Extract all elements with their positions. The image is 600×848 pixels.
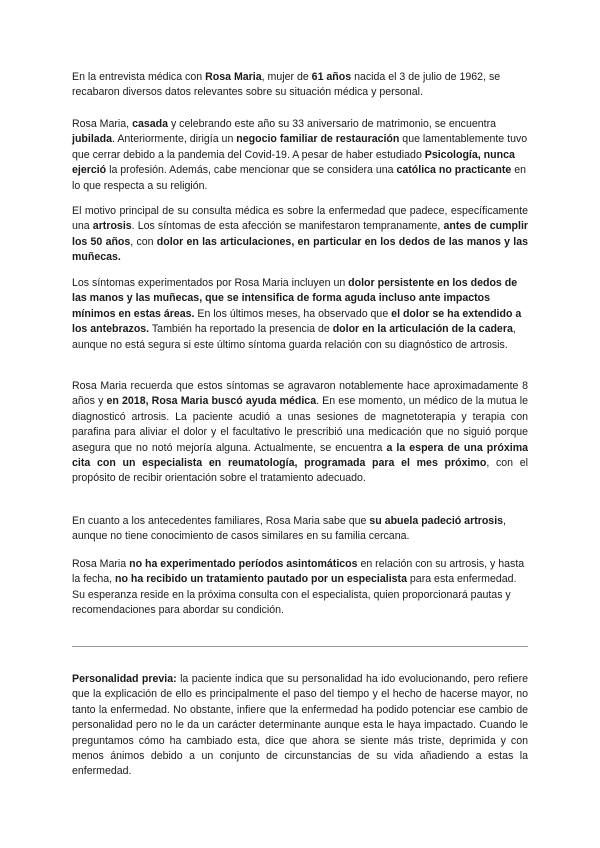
bold-text: artrosis — [92, 220, 132, 233]
text-run: Rosa Maria — [72, 558, 130, 570]
text-run: en lo que respecta a su religión. — [72, 164, 527, 192]
divider-line — [72, 646, 528, 647]
bold-text: no ha experimentado períodos asintomáticos — [129, 558, 358, 570]
text-run: y celebrando este año su 33 aniversario de matrimonio, se encuentra — [168, 118, 497, 130]
bold-text: Rosa Maria — [205, 71, 262, 83]
text-run: En los últimos meses, ha observado que — [194, 307, 392, 320]
paragraph-personal-situation — [72, 117, 528, 194]
text-run: Rosa Maria, — [72, 118, 133, 130]
text-run: En cuanto a los antecedentes familiares, Rosa Maria sabe que — [72, 515, 370, 527]
bold-text: dolor en las articulaciones, en particular en los dedos de las manos y las muñecas. — [72, 235, 528, 264]
bold-text: 61 años — [311, 71, 352, 83]
text-run: , mujer de — [261, 71, 312, 83]
text-run: , aunque no tiene conocimiento de casos similares en su familia cercana. — [72, 515, 506, 543]
text-run: . Los síntomas de esta afección se manifestaron tempranamente, — [131, 220, 444, 233]
text-run: nacida el 3 de julio de 1962, se recabaron diversos datos relevantes sobre su situación médica y personal. — [72, 71, 501, 99]
bold-text: antes de cumplir los 50 años — [72, 220, 529, 248]
paragraph-symptoms — [72, 276, 528, 353]
bold-text: dolor persistente en los dedos de las manos y las muñecas, que se intensifica de forma aguda incluso ante impactos mínimos en estas áreas. — [72, 277, 518, 320]
text-run: En la entrevista médica con — [72, 71, 206, 83]
paragraph-consultation-reason — [72, 204, 528, 266]
text-run: También ha reportado la presencia de — [149, 323, 333, 336]
text-run: que lamentablemente tuvo que cerrar debido a la pandemia del Covid-19. A pesar de haber estudiado — [72, 133, 528, 161]
paragraph-history — [72, 379, 528, 487]
bold-text: el dolor se ha extendido a los antebrazos. — [72, 307, 522, 336]
bold-text: Personalidad previa: — [72, 673, 177, 685]
text-run: El motivo principal de su consulta médica es sobre la enfermedad que padece, específicamente una — [72, 205, 528, 233]
bold-text: su abuela padeció artrosis — [369, 515, 504, 527]
bold-text: católica no practicante — [396, 164, 512, 177]
bold-text: jubilada — [72, 133, 113, 146]
text-run: , con — [130, 235, 157, 248]
bold-text: negocio familiar de restauración — [236, 133, 400, 146]
bold-text: a la espera de una próxima cita con un especialista en reumatología, programada para el mes próximo — [72, 441, 529, 470]
paragraph-family-history — [72, 514, 528, 545]
bold-text: casada — [132, 118, 168, 130]
paragraph-previous-personality — [72, 672, 528, 780]
paragraph-intro — [72, 70, 528, 101]
text-run: en relación con su artrosis, y hasta la fecha, — [72, 558, 525, 586]
text-run: Los síntomas experimentados por Rosa Maria incluyen un — [72, 277, 349, 289]
text-run: la paciente indica que su personalidad ha ido evolucionando, pero refiere que la explicación de ello es principalmente el paso del tiempo y el hecho de hacerse mayor, no tanto la enfermedad. No obstante, infiere que la enfermedad ha podido potenciar ese cambio de personalidad pero no le da un carácter determinante aunque esta le haya impactado. Cuando le preguntamos cómo ha cambiado esta, dice que ahora se siente más triste, deprimida y con menos ánimos debido a un conjunto de circunstancias de su vida añadiendo a estas la enfermedad. — [72, 673, 528, 778]
text-run: . Anteriormente, dirigía un — [112, 133, 237, 146]
text-run: . En ese momento, un médico de la mutua le diagnosticó artrosis. La paciente acudió a unas sesiones de magnetoterapia y terapia con parafina para aliviar el dolor y el facultativo le prescribió una medicación que no siguió porque asegura que no notó mejoría alguna. Actualmente, se encuentra — [72, 395, 528, 454]
bold-text: dolor en la articulación de la cadera — [332, 323, 513, 336]
text-run: , aunque no está segura si este último síntoma guarda relación con su diagnóstico de artrosis. — [72, 323, 516, 351]
bold-text: en 2018, Rosa Maria buscó ayuda médica — [106, 395, 317, 408]
bold-text: no ha recibido un tratamiento pautado por un especialista — [115, 573, 407, 586]
bold-text: Psicología, nunca ejerció — [72, 148, 515, 177]
paragraph-treatment-status — [72, 557, 528, 619]
text-run: la profesión. Además, cabe mencionar que se considera una — [106, 164, 397, 177]
text-run: para esta enfermedad. Su esperanza reside en la próxima consulta con el especialista, quien proporcionará pautas y recomendaciones para abordar su condición. — [72, 573, 517, 617]
text-run: , con el propósito de recibir orientación sobre el tratamiento adecuado. — [72, 457, 528, 485]
text-run: Rosa Maria recuerda que estos síntomas se agravaron notablemente hace aproximadamente 8 años y — [72, 380, 528, 408]
